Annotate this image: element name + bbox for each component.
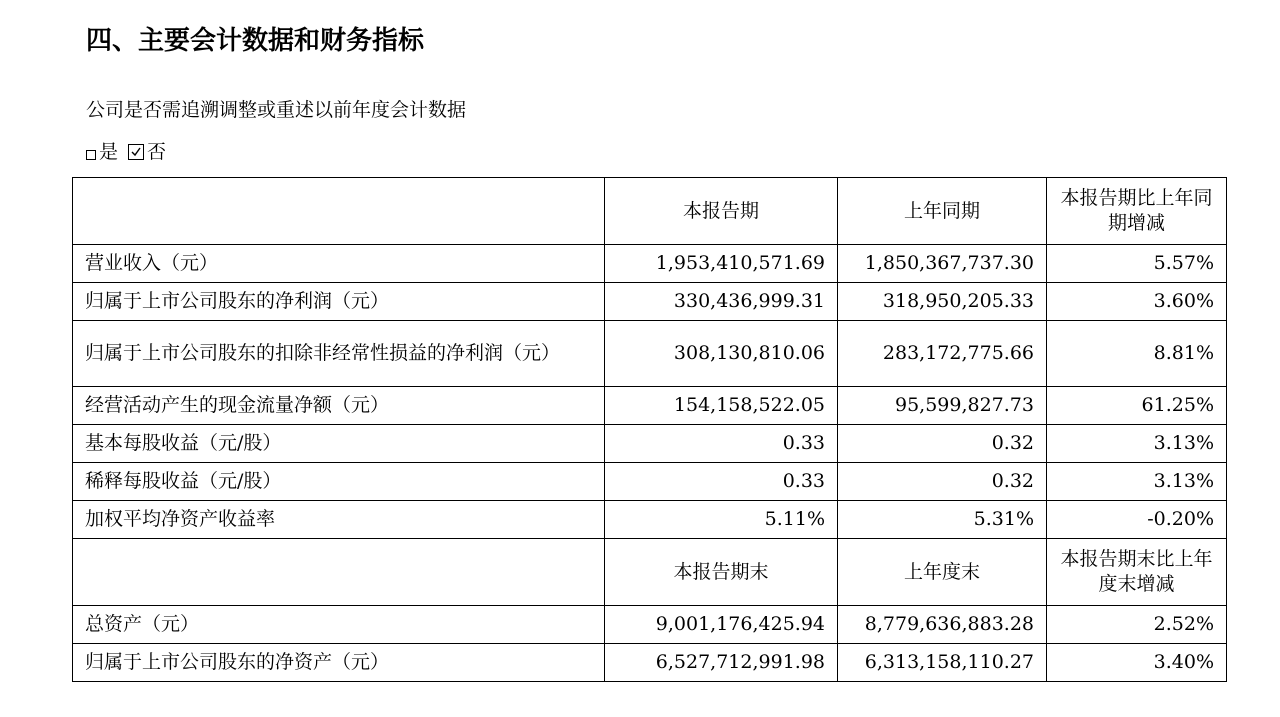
current-value: 154,158,522.05 [605,387,838,425]
table-row [73,425,1227,463]
checked-box-icon[interactable] [128,144,144,160]
prior-value: 6,313,158,110.27 [838,644,1047,682]
current-value: 330,436,999.31 [605,283,838,321]
header-current-period-end: 本报告期末 [605,539,838,606]
change-value: 5.57% [1047,245,1227,283]
row-label: 稀释每股收益（元/股） [73,463,605,501]
table-row [73,387,1227,425]
restatement-question: 公司是否需追溯调整或重述以前年度会计数据 [86,99,467,121]
row-label: 基本每股收益（元/股） [73,425,605,463]
header-change-period-end: 本报告期末比上年度末增减 [1047,539,1227,606]
table-row [73,245,1227,283]
change-value: 3.13% [1047,463,1227,501]
unchecked-box-icon[interactable] [86,150,96,160]
current-value: 5.11% [605,501,838,539]
row-label: 归属于上市公司股东的净资产（元） [73,644,605,682]
prior-value: 0.32 [838,463,1047,501]
section-title: 四、主要会计数据和财务指标 [86,26,425,56]
header-empty-cell [73,178,605,245]
checkmark-icon [130,146,142,158]
current-value: 9,001,176,425.94 [605,606,838,644]
header-empty-cell [73,539,605,606]
option-no-label: 否 [147,141,167,163]
row-label: 总资产（元） [73,606,605,644]
prior-value: 318,950,205.33 [838,283,1047,321]
table-row [73,644,1227,682]
option-yes-label: 是 [99,141,119,163]
row-label: 归属于上市公司股东的扣除非经常性损益的净利润（元） [73,321,605,387]
table-header-row-period-end [73,539,1227,606]
header-prior-period: 上年同期 [838,178,1047,245]
table-row [73,283,1227,321]
table-row [73,463,1227,501]
table-row [73,606,1227,644]
table-header-row [73,178,1227,245]
table-row [73,501,1227,539]
current-value: 6,527,712,991.98 [605,644,838,682]
restatement-options [86,138,166,166]
current-value: 0.33 [605,425,838,463]
change-value: 3.13% [1047,425,1227,463]
header-current-period: 本报告期 [605,178,838,245]
row-label: 归属于上市公司股东的净利润（元） [73,283,605,321]
prior-value: 1,850,367,737.30 [838,245,1047,283]
prior-value: 0.32 [838,425,1047,463]
change-value: 2.52% [1047,606,1227,644]
prior-value: 95,599,827.73 [838,387,1047,425]
table-row [73,321,1227,387]
row-label: 加权平均净资产收益率 [73,501,605,539]
current-value: 308,130,810.06 [605,321,838,387]
current-value: 0.33 [605,463,838,501]
financial-data-table [72,177,1227,682]
prior-value: 5.31% [838,501,1047,539]
prior-value: 8,779,636,883.28 [838,606,1047,644]
row-label: 营业收入（元） [73,245,605,283]
change-value: -0.20% [1047,501,1227,539]
header-prior-year-end: 上年度末 [838,539,1047,606]
prior-value: 283,172,775.66 [838,321,1047,387]
header-change: 本报告期比上年同期增减 [1047,178,1227,245]
change-value: 61.25% [1047,387,1227,425]
change-value: 8.81% [1047,321,1227,387]
current-value: 1,953,410,571.69 [605,245,838,283]
row-label: 经营活动产生的现金流量净额（元） [73,387,605,425]
change-value: 3.40% [1047,644,1227,682]
change-value: 3.60% [1047,283,1227,321]
